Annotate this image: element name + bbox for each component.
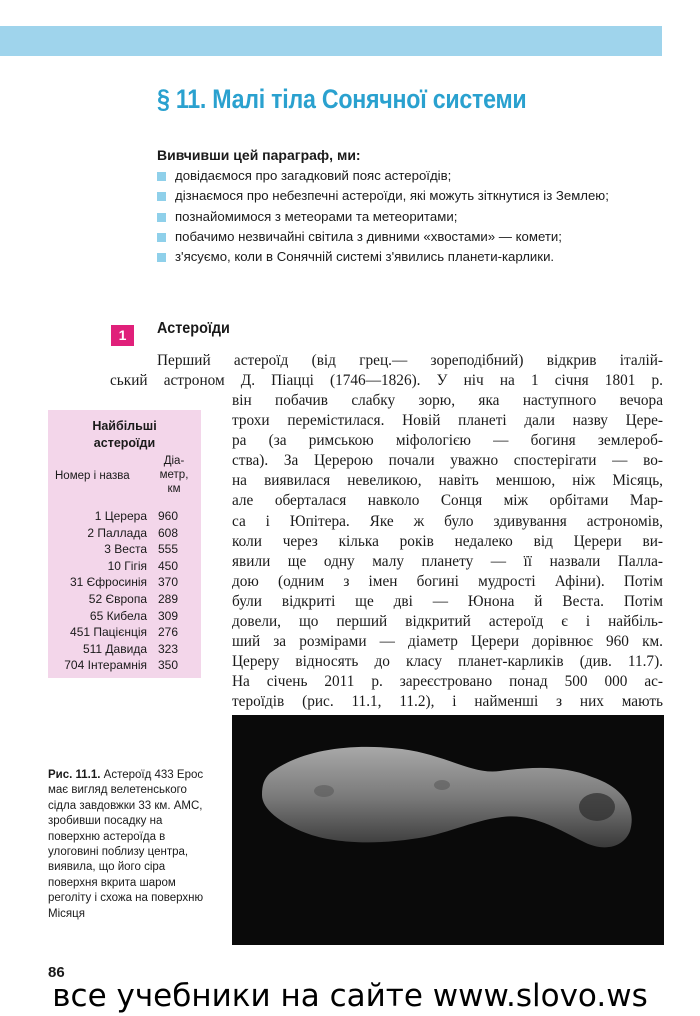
column-header-name: Номер і назва	[55, 470, 130, 482]
section-title: Астероїди	[157, 320, 230, 337]
table-row: 10 Гігія 450	[107, 558, 179, 573]
text-line: дою (одним з імен богині мудрості Афіни). Потім	[232, 572, 663, 590]
text-line: ський астроном Д. Піацці (1746—1826). У ніч на 1 січня 1801 р.	[110, 372, 663, 390]
page-number: 86	[48, 964, 65, 981]
square-bullet-icon	[157, 192, 166, 201]
figure-caption: Рис. 11.1. Астероїд 433 Ерос має вигляд велетенського сідла завдовжки 33 км. АМС, зробивши посадку на поверхню астероїда в улоговині поблизу центра, виявила, що його сіра поверхня вкрита шаром реголіту і схожа на поверхню Місяця	[48, 769, 204, 920]
text-line: Цереру відносять до класу планет-карликів (див. 11.7).	[232, 653, 663, 671]
text-line: були відкриті ще дві — Юнона й Веста. Потім	[232, 592, 663, 610]
table-row: 3 Веста 555	[104, 542, 179, 557]
text-line: ра (за римською міфологією — богиня землероб-	[232, 432, 663, 450]
list-item: дізнаємося про небезпечні астероїди, які можуть зіткнутися із Землею;	[157, 186, 609, 206]
text-line: він побачив слабку зорю, яка наступного вечора	[232, 392, 663, 409]
goals-list	[157, 166, 609, 267]
text-line: тероїдів (рис. 11.1, 11.2), і найменші з них мають	[232, 693, 663, 711]
square-bullet-icon	[157, 253, 166, 262]
table-title: Найбільші астероїди	[92, 419, 157, 450]
page-title: § 11. Малі тіла Сонячної системи	[157, 84, 527, 114]
section-number-badge: 1	[111, 325, 134, 346]
square-bullet-icon	[157, 172, 166, 181]
text-line: ший за розмірами — діаметр Церери дорівнює 960 км.	[232, 633, 663, 651]
text-line: на виявилася невеликою, навіть меншою, ніж Місяць,	[232, 472, 663, 490]
table-row: 52 Європа 289	[88, 591, 179, 606]
footer-banner: все учебники на сайте www.slovo.ws	[52, 978, 648, 1014]
list-item: з'ясуємо, коли в Сонячній системі з'явились планети-карлики.	[157, 247, 609, 267]
table-header	[48, 454, 201, 504]
table-row: 704 Інтерамнія 350	[64, 658, 179, 673]
text-line: На січень 2011 р. зареєстровано понад 500 000 ас-	[232, 673, 663, 691]
table-row: 511 Давида 323	[82, 641, 179, 656]
largest-asteroids-table	[48, 410, 201, 678]
table-row: 65 Кибела 309	[89, 608, 179, 623]
text-line: ства). За Церерою почали уважно спостерігати — во-	[232, 452, 663, 470]
body-text-full	[110, 351, 663, 391]
text-line: довели, що перший відкритий астероїд є і найбіль-	[232, 613, 663, 631]
table-row: 1 Церера 960	[94, 509, 179, 523]
column-header-diameter: Діа- метр, км	[159, 455, 189, 495]
asteroid-eros-image	[232, 715, 664, 945]
text-line: трохи перемістилася. Новій планеті дали назву Цере-	[232, 412, 663, 430]
table-row: 2 Паллада 608	[87, 525, 179, 540]
intro-heading: Вивчивши цей параграф, ми:	[157, 147, 361, 163]
list-item: довідаємося про загадковий пояс астероїдів;	[157, 166, 609, 186]
asteroid-eros-photo	[232, 715, 664, 945]
body-text-wrapped	[232, 391, 663, 713]
top-color-band	[0, 26, 662, 56]
list-item: познайомимося з метеорами та метеоритами;	[157, 207, 609, 227]
text-line: Перший астероїд (від грец.— зореподібний) відкрив італій-	[157, 352, 663, 369]
square-bullet-icon	[157, 213, 166, 222]
text-line: явили ще одну малу планету — її назвали Палла-	[232, 552, 663, 570]
text-line: са і Юпітера. Яке ж було здивування астрономів,	[232, 512, 663, 530]
text-line: але оберталася навколо Сонця між орбітами Мар-	[232, 492, 663, 510]
table-row: 451 Пацієнція 276	[70, 625, 179, 640]
square-bullet-icon	[157, 233, 166, 242]
text-line: коли через кілька років недалеко від Церери ви-	[232, 532, 663, 550]
table-row: 31 Єфросинія 370	[69, 575, 179, 590]
list-item: побачимо незвичайні світила з дивними «хвостами» — комети;	[157, 227, 609, 247]
